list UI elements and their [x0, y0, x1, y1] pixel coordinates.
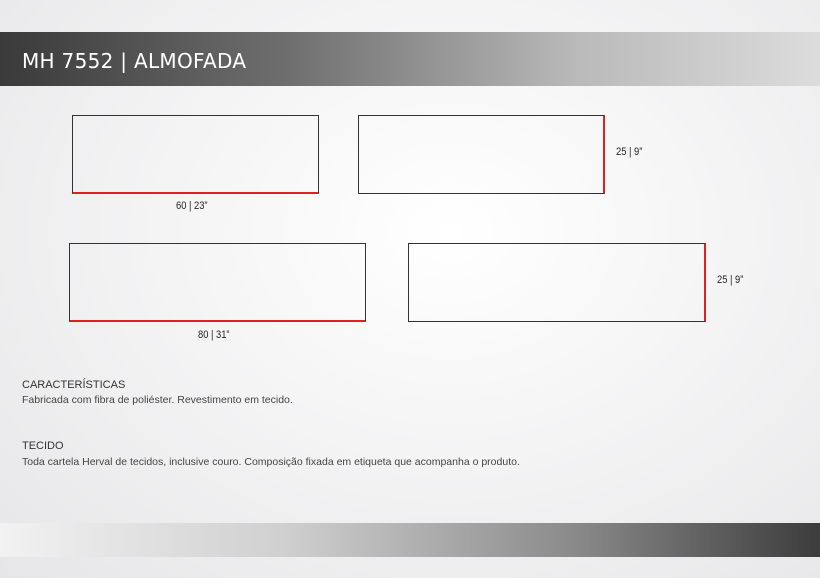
- fabric-title: TECIDO: [22, 440, 64, 452]
- cushion-drawing-side-25: [358, 115, 605, 194]
- dimension-label-height-25: 25 | 9”: [616, 146, 643, 158]
- cushion-drawing-side-25-large: [408, 243, 706, 322]
- cushion-drawing-front-60: [72, 115, 319, 194]
- footer-bar: [0, 523, 820, 557]
- characteristics-text: Fabricada com fibra de poliéster. Revestimento em tecido.: [22, 394, 293, 406]
- dimension-label-width-80: 80 | 31”: [198, 329, 230, 341]
- dimension-label-width-60: 60 | 23”: [176, 200, 208, 212]
- cushion-drawing-front-80: [69, 243, 366, 322]
- fabric-text: Toda cartela Herval de tecidos, inclusive couro. Composição fixada em etiqueta que acompanha o produto.: [22, 456, 520, 468]
- page-title: MH 7552 | ALMOFADA: [22, 49, 247, 73]
- dimension-label-height-25-large: 25 | 9”: [717, 274, 744, 286]
- characteristics-title: CARACTERÍSTICAS: [22, 379, 126, 391]
